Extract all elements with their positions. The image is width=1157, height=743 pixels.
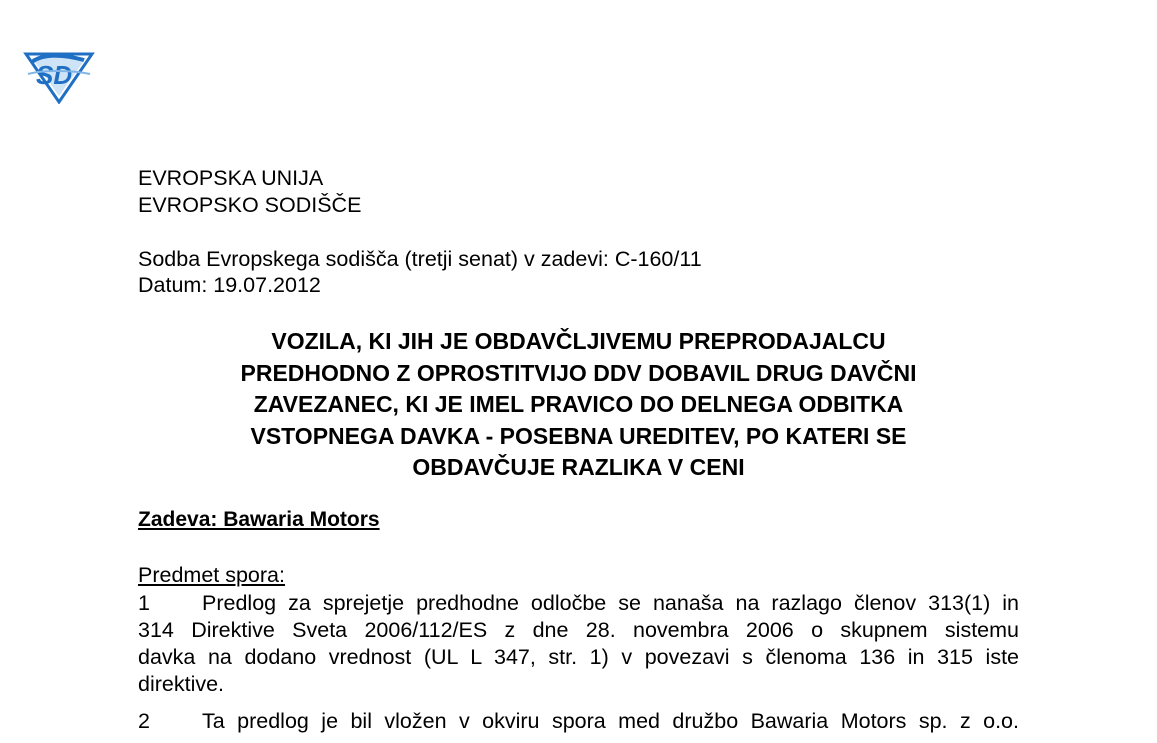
paragraph-line: 314 Direktive Sveta 2006/112/ES z dne 28. novembra 2006 o skupnem sistemu [138, 618, 1019, 642]
paragraph-1 [138, 590, 1019, 698]
paragraph-line: 1 Predlog za sprejetje predhodne odločbe se nanaša na razlago členov 313(1) in [138, 591, 1019, 615]
title-line: ZAVEZANEC, KI JE IMEL PRAVICO DO DELNEGA ODBITKA [253, 391, 904, 417]
header-line-court: EVROPSKO SODIŠČE [138, 193, 362, 217]
sd-shield-logo [22, 48, 96, 104]
paragraph-line: 2 Ta predlog je bil vložen v okviru spora med družbo Bawaria Motors sp. z o.o. [138, 709, 1019, 733]
paragraph-line: direktive. [138, 672, 225, 696]
header-line-eu: EVROPSKA UNIJA [138, 166, 324, 190]
judgment-date: Datum: 19.07.2012 [138, 273, 321, 297]
title-line: VOZILA, KI JIH JE OBDAVČLJIVEMU PREPRODAJALCU [271, 328, 886, 354]
case-label: Zadeva: Bawaria Motors [138, 508, 380, 531]
title-line: OBDAVČUJE RAZLIKA V CENI [412, 454, 745, 480]
paragraph-number: 1 [138, 591, 150, 615]
svg-text:SD: SD [36, 60, 73, 90]
paragraph-2 [138, 708, 1019, 735]
title-line: VSTOPNEGA DAVKA - POSEBNA UREDITEV, PO KATERI SE [250, 422, 907, 449]
paragraph-line: davka na dodano vrednost (UL L 347, str. 1) v povezavi s členoma 136 in 315 iste [138, 645, 1019, 669]
judgment-line: Sodba Evropskega sodišča (tretji senat) v zadevi: C-160/11 [138, 247, 702, 271]
title-line: PREDHODNO Z OPROSTITVIJO DDV DOBAVIL DRUG DAVČNI [240, 359, 917, 386]
paragraph-number: 2 [138, 709, 150, 733]
subject-heading: Predmet spora: [138, 563, 285, 587]
document-title [138, 326, 1019, 484]
